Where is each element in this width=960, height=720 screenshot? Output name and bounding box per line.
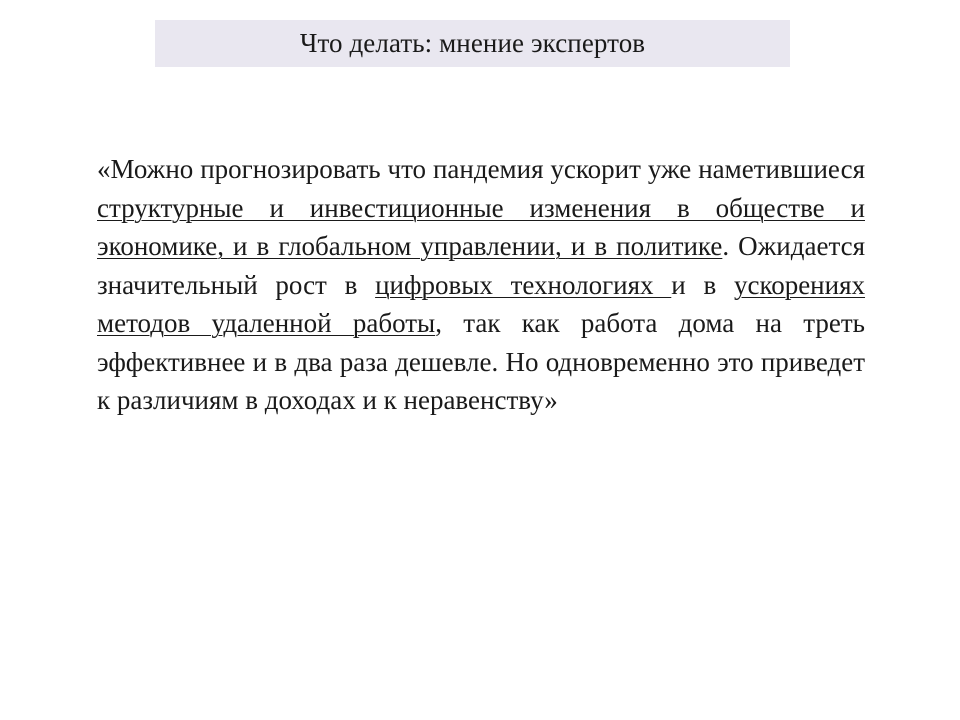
quote-underlined-3: ускорениях методов удаленной работы	[97, 269, 866, 338]
slide-title: Что делать: мнение экспертов	[299, 28, 646, 58]
quote-underlined-1: структурные и инвестиционные изменения в обществе и экономике, и в глобальном управлении, и в политике	[97, 192, 865, 261]
quote-text-3: и в	[671, 269, 734, 300]
slide-title-box	[155, 20, 790, 67]
quote-text-4: , так как работа дома на треть эффективнее и в два раза дешевле. Но одновременно это приведет к различиям в доходах и к неравенству»	[97, 308, 865, 415]
expert-quote	[97, 150, 865, 420]
quote-text-1: «Можно прогнозировать что пандемия ускорит уже наметившиеся	[97, 154, 865, 184]
quote-text-2: . Ожидается значительный рост в	[97, 231, 865, 300]
quote-underlined-2: цифровых технологиях	[375, 269, 672, 300]
